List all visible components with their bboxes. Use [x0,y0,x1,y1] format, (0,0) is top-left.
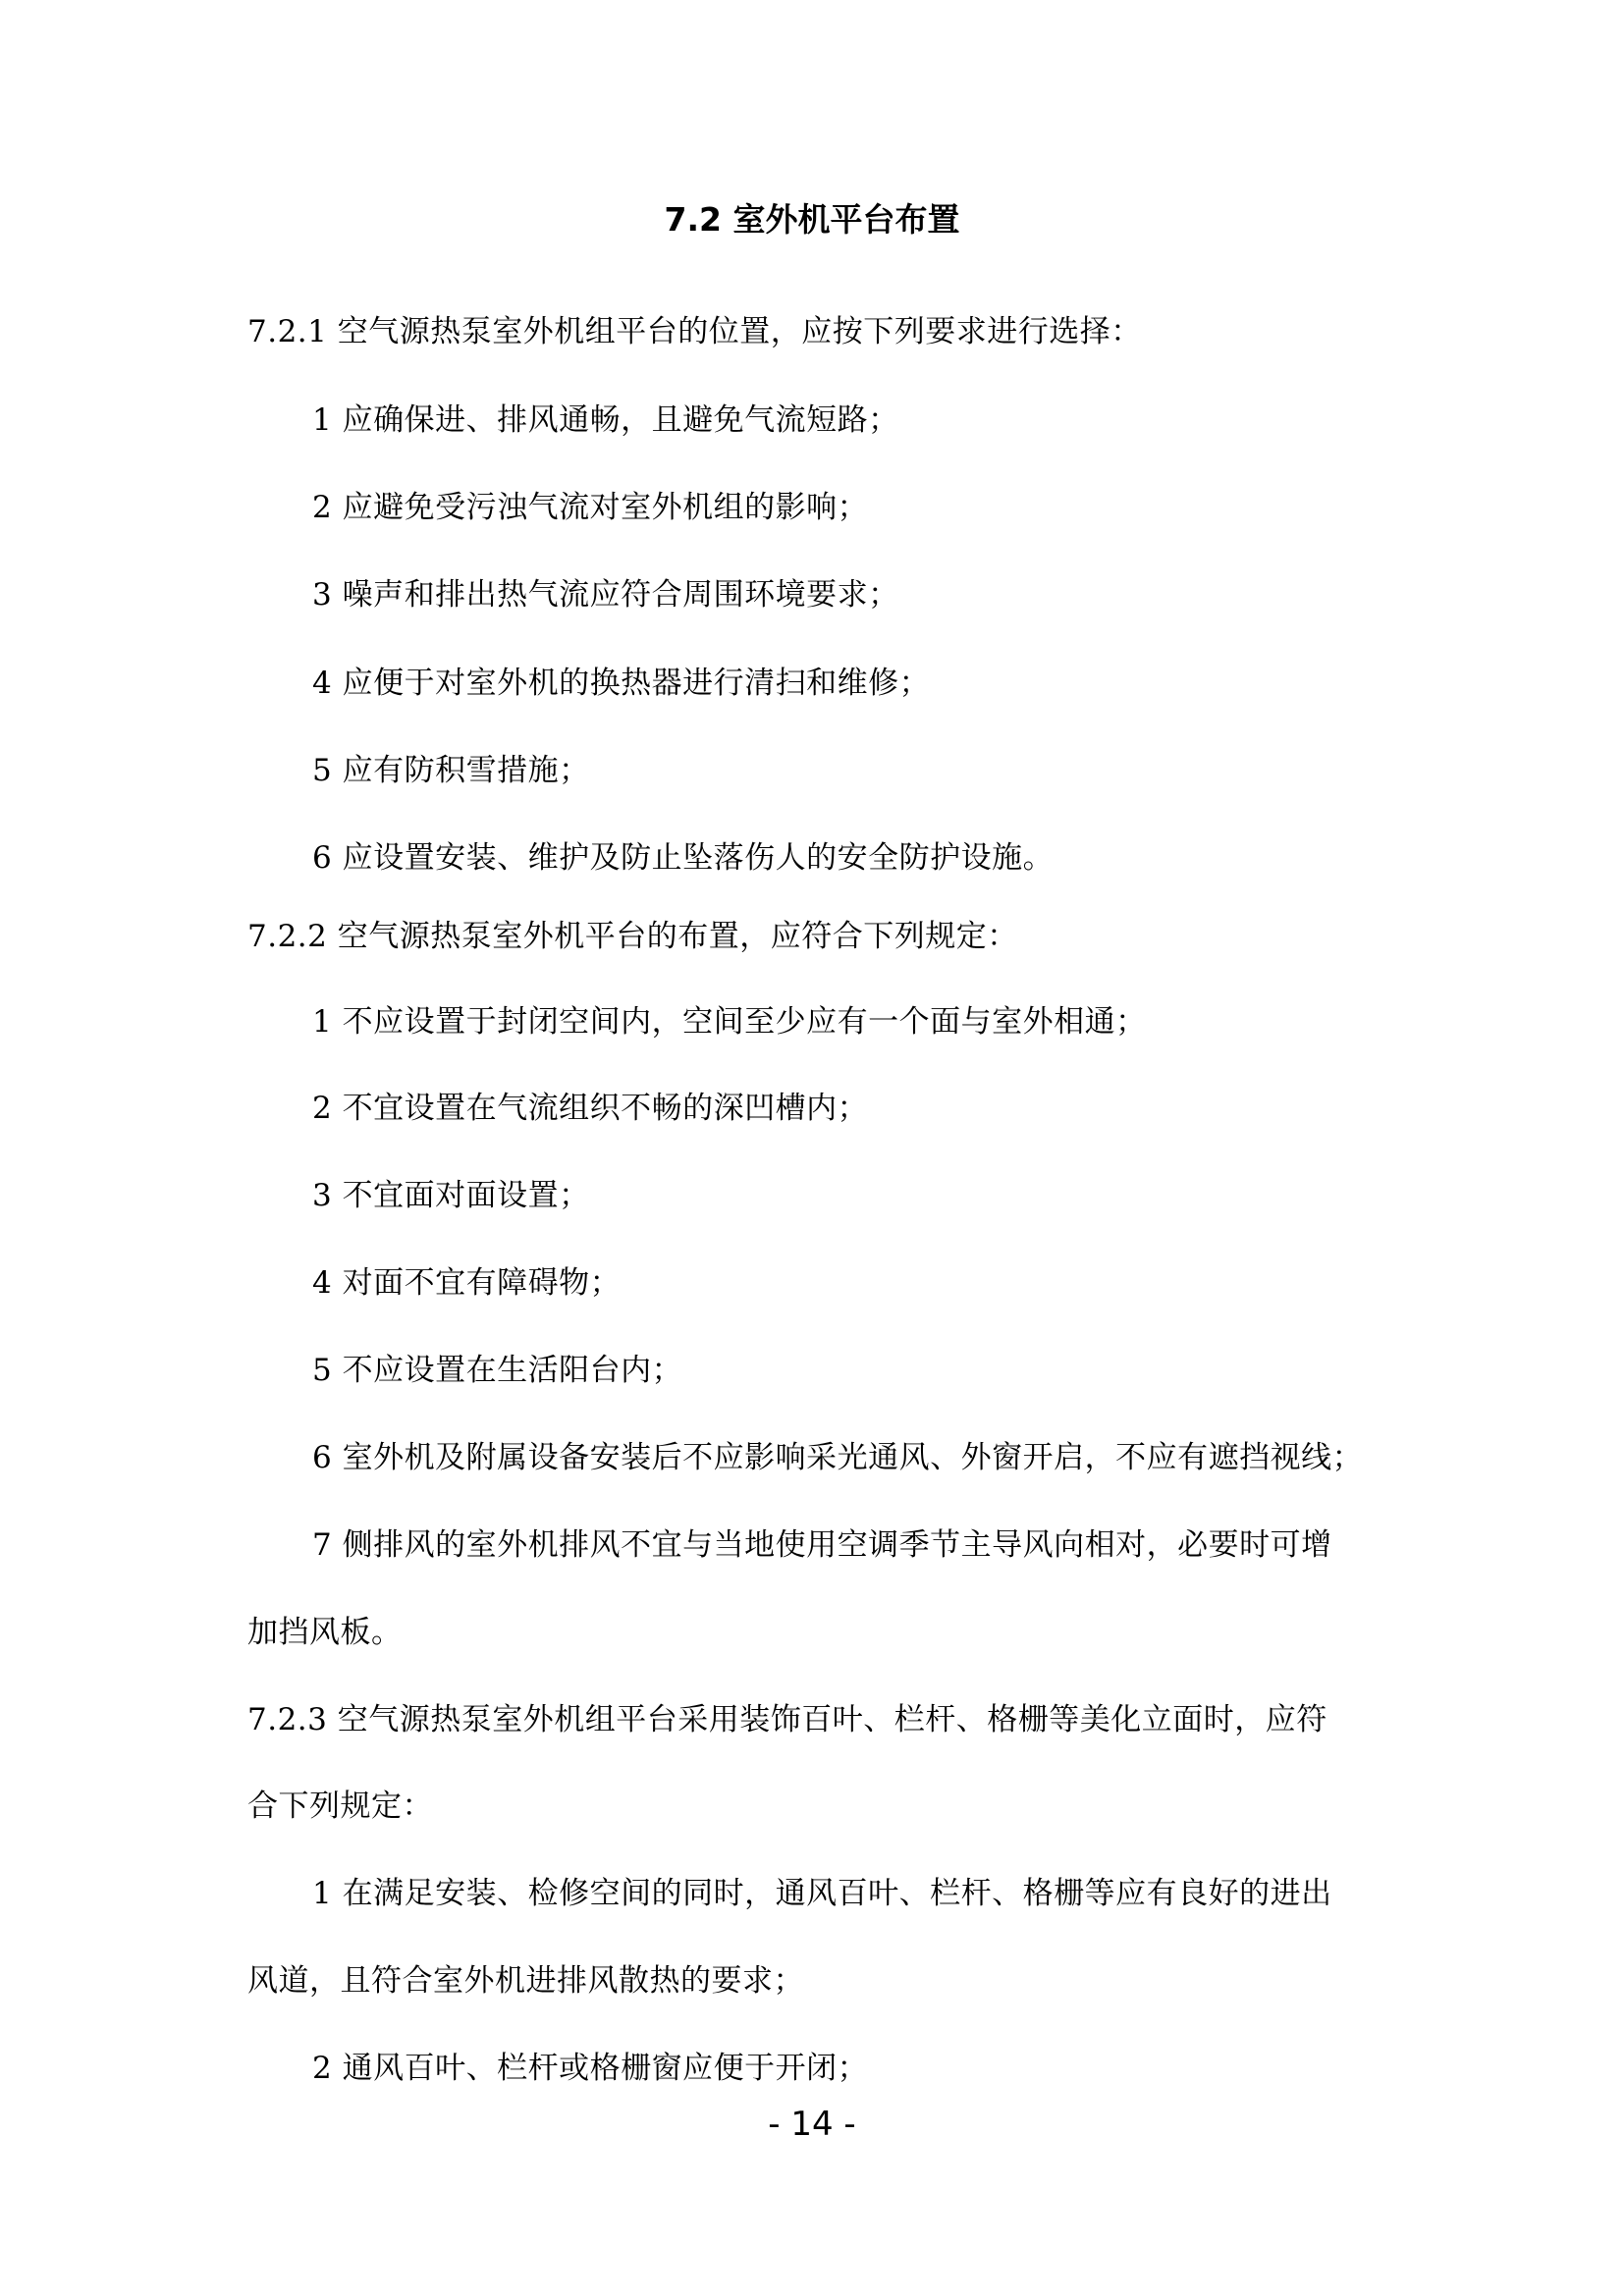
clause-7-2-2-item-4: 4 对面不宜有障碍物； [312,1265,622,1301]
section-title: 7.2 室外机平台布置 [664,200,960,239]
clause-7-2-2-item-3: 3 不宜面对面设置； [312,1178,590,1213]
clause-7-2-1: 7.2.1 空气源热泵室外机组平台的位置，应按下列要求进行选择： [247,314,1142,349]
clause-7-2-1-item-3: 3 噪声和排出热气流应符合周围环境要求； [312,577,899,613]
clause-7-2-1-item-2: 2 应避免受污浊气流对室外机组的影响； [312,490,869,525]
clause-7-2-3-item-1: 1 在满足安装、检修空间的同时，通风百叶、栏杆、格栅等应有良好的进出 [312,1876,1332,1911]
clause-7-2-2-item-7: 7 侧排风的室外机排风不宜与当地使用空调季节主导风向相对，必要时可增 [312,1527,1332,1563]
clause-7-2-3-continued: 合下列规定： [247,1789,433,1824]
clause-7-2-2-item-5: 5 不应设置在生活阳台内； [312,1353,683,1388]
clause-7-2-2-item-2: 2 不宜设置在气流组织不畅的深凹槽内； [312,1091,869,1126]
page-number: - 14 - [768,2105,856,2144]
clause-7-2-3: 7.2.3 空气源热泵室外机组平台采用装饰百叶、栏杆、格栅等美化立面时，应符 [247,1702,1327,1737]
clause-7-2-2-item-6: 6 室外机及附属设备安装后不应影响采光通风、外窗开启，不应有遮挡视线； [312,1440,1364,1475]
clause-7-2-1-item-4: 4 应便于对室外机的换热器进行清扫和维修； [312,666,931,701]
clause-7-2-2-item-1: 1 不应设置于封闭空间内，空间至少应有一个面与室外相通； [312,1004,1147,1040]
clause-7-2-1-item-1: 1 应确保进、排风通畅，且避免气流短路； [312,402,899,438]
clause-7-2-1-item-5: 5 应有防积雪措施； [312,753,590,788]
clause-7-2-3-item-1-continued: 风道，且符合室外机进排风散热的要求； [247,1963,804,1999]
clause-7-2-2: 7.2.2 空气源热泵室外机平台的布置，应符合下列规定： [247,919,1018,954]
clause-7-2-2-item-7-continued: 加挡风板。 [247,1615,403,1650]
clause-7-2-1-item-6: 6 应设置安装、维护及防止坠落伤人的安全防护设施。 [312,840,1055,876]
clause-7-2-3-item-2: 2 通风百叶、栏杆或格栅窗应便于开闭； [312,2051,869,2086]
